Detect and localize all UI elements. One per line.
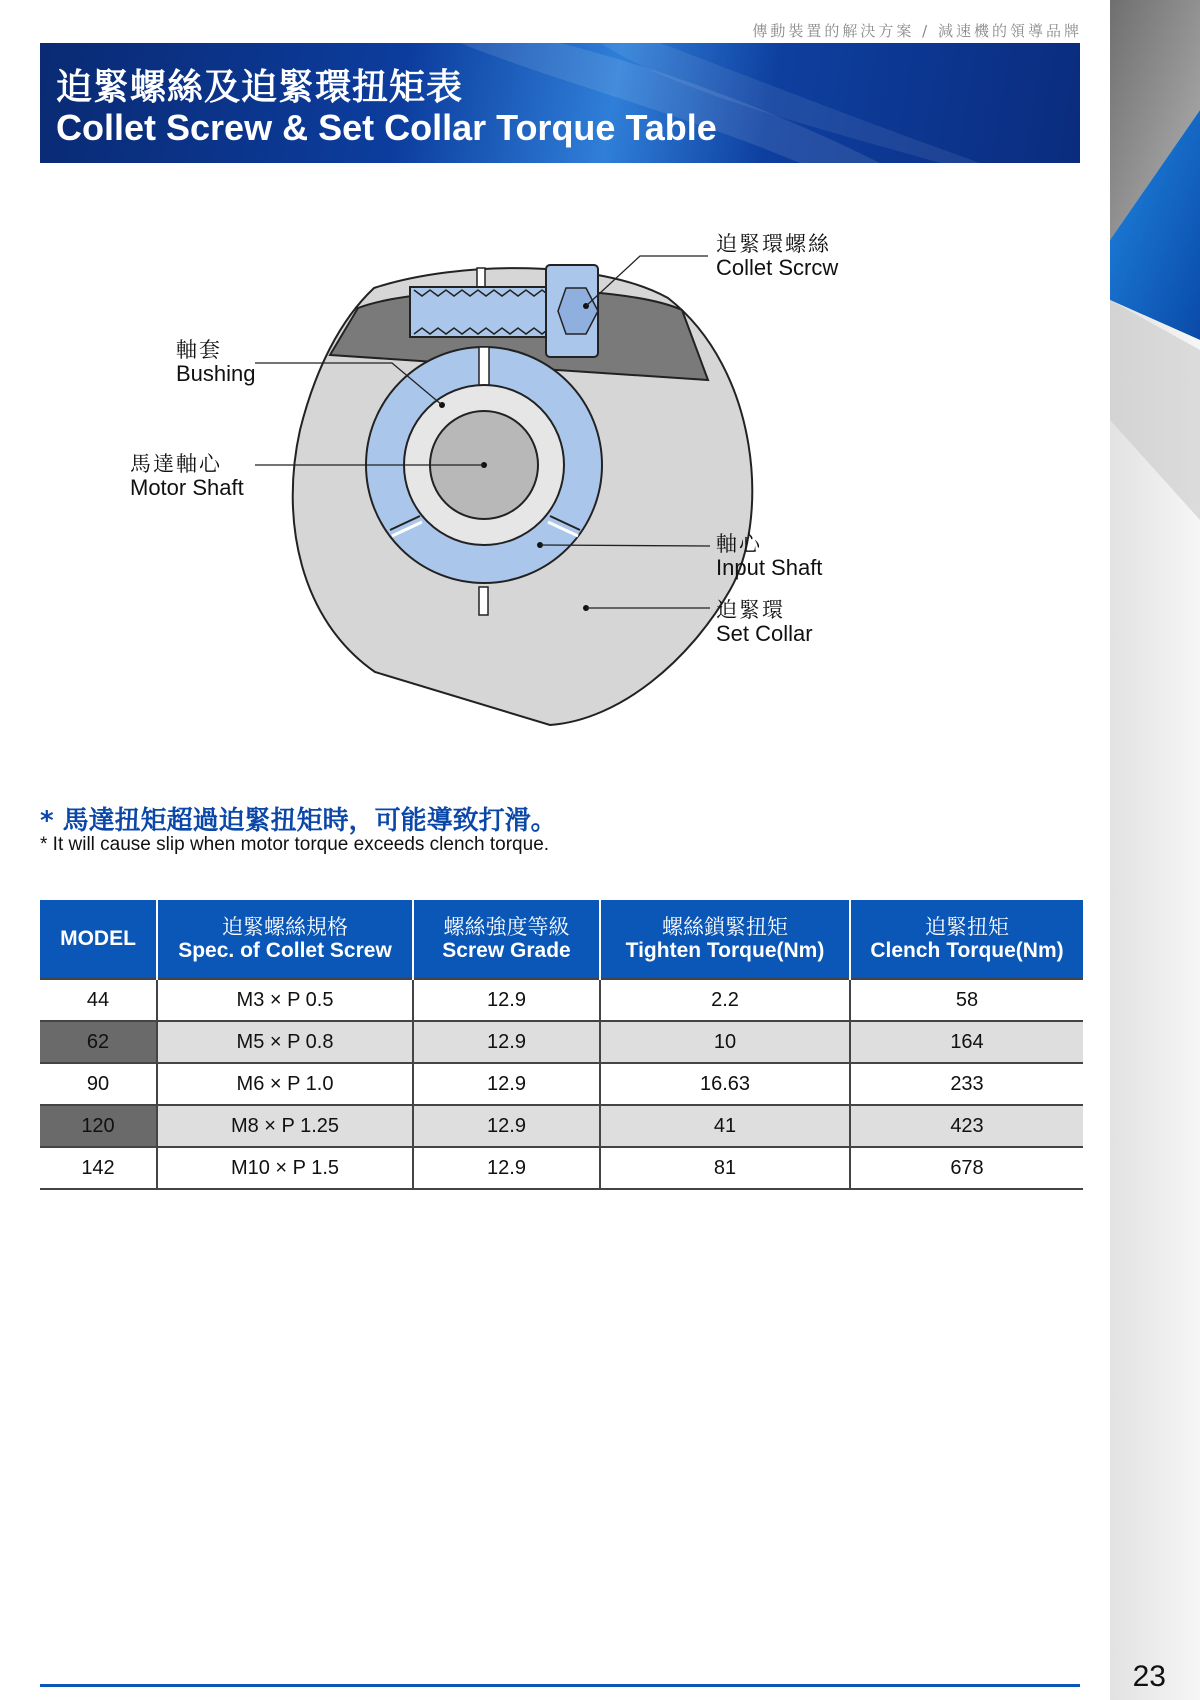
spec-cell: M10 × P 1.5 (157, 1147, 413, 1189)
table-row (40, 979, 1083, 1021)
grade-cell: 12.9 (413, 979, 600, 1021)
clench-cell: 233 (850, 1063, 1083, 1105)
table-row (40, 1021, 1083, 1063)
brand-tagline: 傳動裝置的解決方案 / 減速機的領導品牌 (752, 22, 1082, 40)
grade-cell: 12.9 (413, 1147, 600, 1189)
clench-cell: 678 (850, 1147, 1083, 1189)
clench-cell: 58 (850, 979, 1083, 1021)
header-clench: 迫緊扭矩 Clench Torque(Nm) (850, 900, 1083, 979)
model-cell: 120 (40, 1105, 157, 1147)
label-bushing: 軸套 Bushing (176, 338, 256, 386)
side-decoration (1110, 0, 1200, 1700)
tighten-cell: 10 (600, 1021, 850, 1063)
grade-cell: 12.9 (413, 1021, 600, 1063)
table-header-row (40, 900, 1083, 979)
page-title-zh: 迫緊螺絲及迫緊環扭矩表 (56, 67, 464, 108)
page-number: 23 (1132, 1660, 1166, 1693)
slip-warning-zh: * 馬達扭矩超過迫緊扭矩時，可能導致打滑。 (40, 806, 557, 836)
clench-cell: 423 (850, 1105, 1083, 1147)
tighten-cell: 16.63 (600, 1063, 850, 1105)
footer-rule (40, 1684, 1080, 1687)
slip-warning-en: * It will cause slip when motor torque exceeds clench torque. (40, 834, 550, 855)
table-row (40, 1105, 1083, 1147)
collar-split-bottom (479, 587, 488, 615)
label-collet-screw: 迫緊環螺絲 Collet Scrcw (716, 232, 839, 280)
model-cell: 44 (40, 979, 157, 1021)
header-model: MODEL (40, 900, 157, 979)
set-collar-diagram (120, 220, 940, 745)
grade-cell: 12.9 (413, 1063, 600, 1105)
page-title-en: Collet Screw & Set Collar Torque Table (56, 107, 717, 148)
label-input-shaft: 軸心 Input Shaft (716, 532, 823, 580)
table-row (40, 1063, 1083, 1105)
header-tighten: 螺絲鎖緊扭矩 Tighten Torque(Nm) (600, 900, 850, 979)
model-cell: 62 (40, 1021, 157, 1063)
header-grade: 螺絲強度等級 Screw Grade (413, 900, 600, 979)
spec-cell: M3 × P 0.5 (157, 979, 413, 1021)
model-cell: 90 (40, 1063, 157, 1105)
clench-cell: 164 (850, 1021, 1083, 1063)
spec-cell: M6 × P 1.0 (157, 1063, 413, 1105)
header-spec: 迫緊螺絲規格 Spec. of Collet Screw (157, 900, 413, 979)
label-set-collar: 迫緊環 Set Collar (716, 598, 813, 646)
table-row (40, 1147, 1083, 1189)
tighten-cell: 41 (600, 1105, 850, 1147)
model-cell: 142 (40, 1147, 157, 1189)
torque-table (40, 900, 1083, 1190)
title-banner (40, 43, 1080, 163)
spec-cell: M5 × P 0.8 (157, 1021, 413, 1063)
tighten-cell: 2.2 (600, 979, 850, 1021)
grade-cell: 12.9 (413, 1105, 600, 1147)
label-motor-shaft: 馬達軸心 Motor Shaft (130, 452, 244, 500)
spec-cell: M8 × P 1.25 (157, 1105, 413, 1147)
tighten-cell: 81 (600, 1147, 850, 1189)
